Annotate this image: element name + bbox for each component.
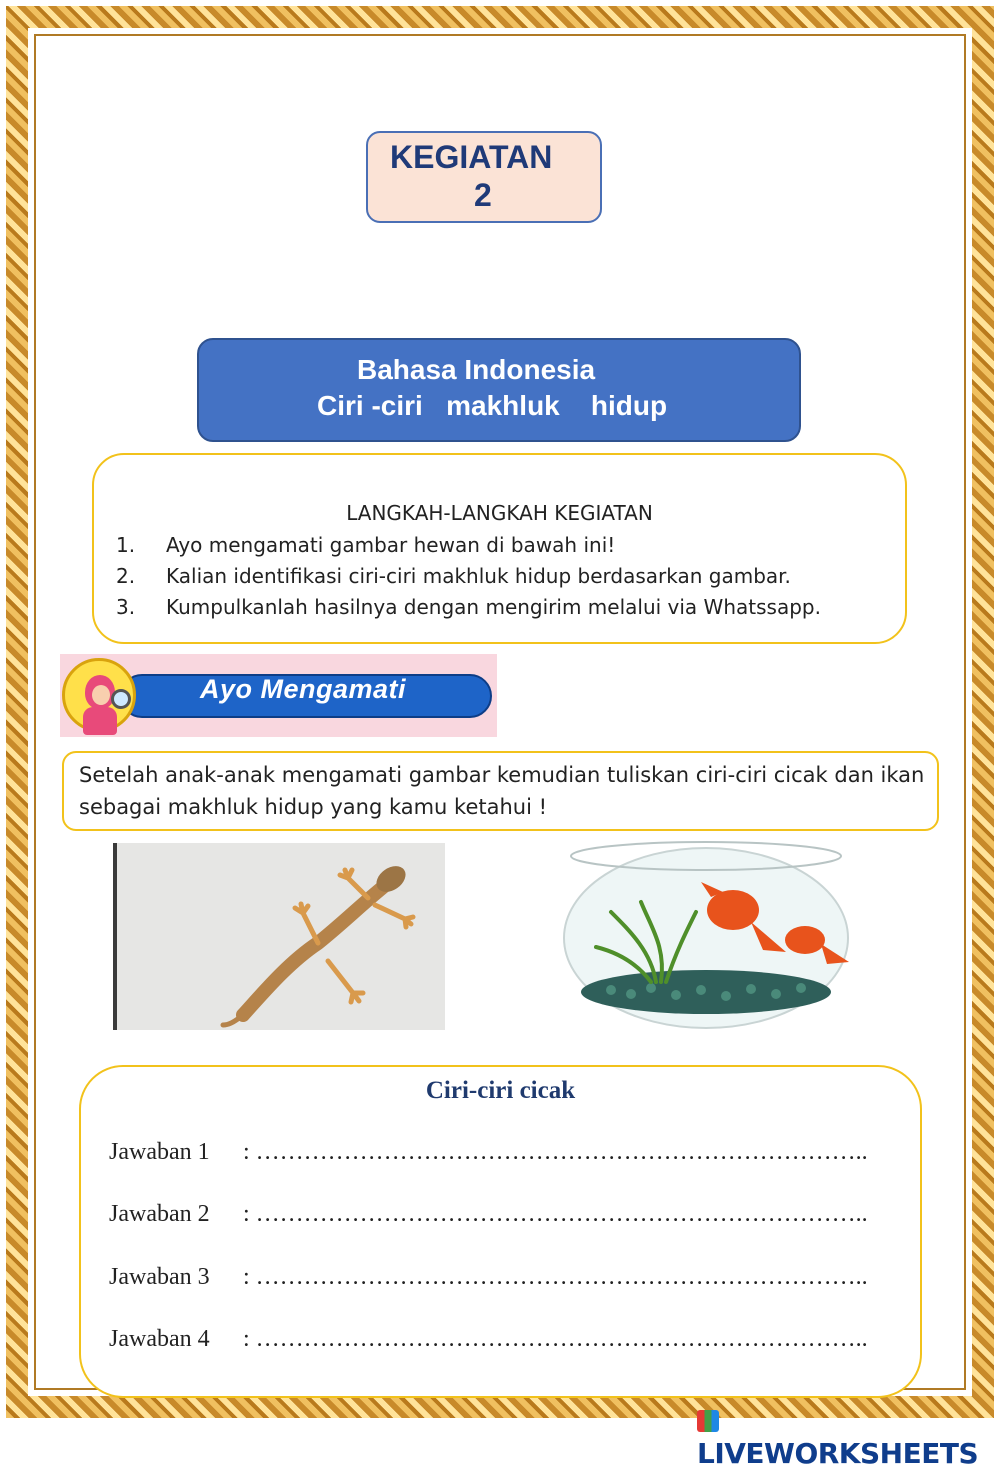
steps-box <box>92 453 907 644</box>
step-text: Kalian identifikasi ciri-ciri makhluk hidup berdasarkan gambar. <box>166 564 791 588</box>
activity-number: 2 <box>474 177 492 213</box>
instruction-line-2: sebagai makhluk hidup yang kamu ketahui ! <box>79 795 548 819</box>
answer-row <box>109 1264 868 1291</box>
gecko-image <box>113 843 445 1030</box>
steps-title: LANGKAH-LANGKAH KEGIATAN <box>346 501 653 525</box>
answer-label: Jawaban 3 <box>109 1264 210 1290</box>
step-item <box>116 564 791 588</box>
step-item <box>116 533 615 557</box>
answer-row <box>109 1201 868 1228</box>
answer-box <box>79 1065 922 1398</box>
liveworksheets-logo-icon <box>697 1410 719 1432</box>
subject-name: Bahasa Indonesia <box>357 354 596 385</box>
liveworksheets-watermark <box>697 1404 1000 1470</box>
ayo-mengamati-banner <box>60 654 497 737</box>
answer-blank[interactable]: : ………………………………………………………………….. <box>243 1264 868 1290</box>
step-number: 3. <box>116 595 136 619</box>
answer-blank[interactable]: : ………………………………………………………………….. <box>243 1326 868 1352</box>
instruction-line-1: Setelah anak-anak mengamati gambar kemudian tuliskan ciri-ciri cicak dan ikan <box>79 763 925 787</box>
answer-blank[interactable]: : ………………………………………………………………….. <box>243 1201 868 1227</box>
answer-title: Ciri-ciri cicak <box>425 1077 576 1104</box>
subject-box <box>197 338 801 442</box>
answer-row <box>109 1139 868 1166</box>
activity-title: KEGIATAN <box>390 139 553 175</box>
step-item <box>116 595 821 619</box>
activity-number-box <box>366 131 602 223</box>
banner-label: Ayo Mengamati <box>200 674 407 704</box>
answer-row <box>109 1326 868 1353</box>
instruction-box <box>62 751 939 831</box>
answer-label: Jawaban 1 <box>109 1139 210 1165</box>
answer-label: Jawaban 2 <box>109 1201 210 1227</box>
answer-blank[interactable]: : ………………………………………………………………….. <box>243 1139 868 1165</box>
watermark-text: LIVEWORKSHEETS <box>697 1437 979 1470</box>
step-text: Ayo mengamati gambar hewan di bawah ini! <box>166 533 616 557</box>
subject-topic: Ciri -ciri makhluk hidup <box>317 390 668 421</box>
step-text: Kumpulkanlah hasilnya dengan mengirim melalui via Whatssapp. <box>166 595 821 619</box>
girl-magnifier-icon <box>62 658 136 732</box>
step-number: 1. <box>116 533 136 557</box>
goldfish-bowl-image <box>501 832 908 1042</box>
answer-label: Jawaban 4 <box>109 1326 210 1352</box>
step-number: 2. <box>116 564 136 588</box>
